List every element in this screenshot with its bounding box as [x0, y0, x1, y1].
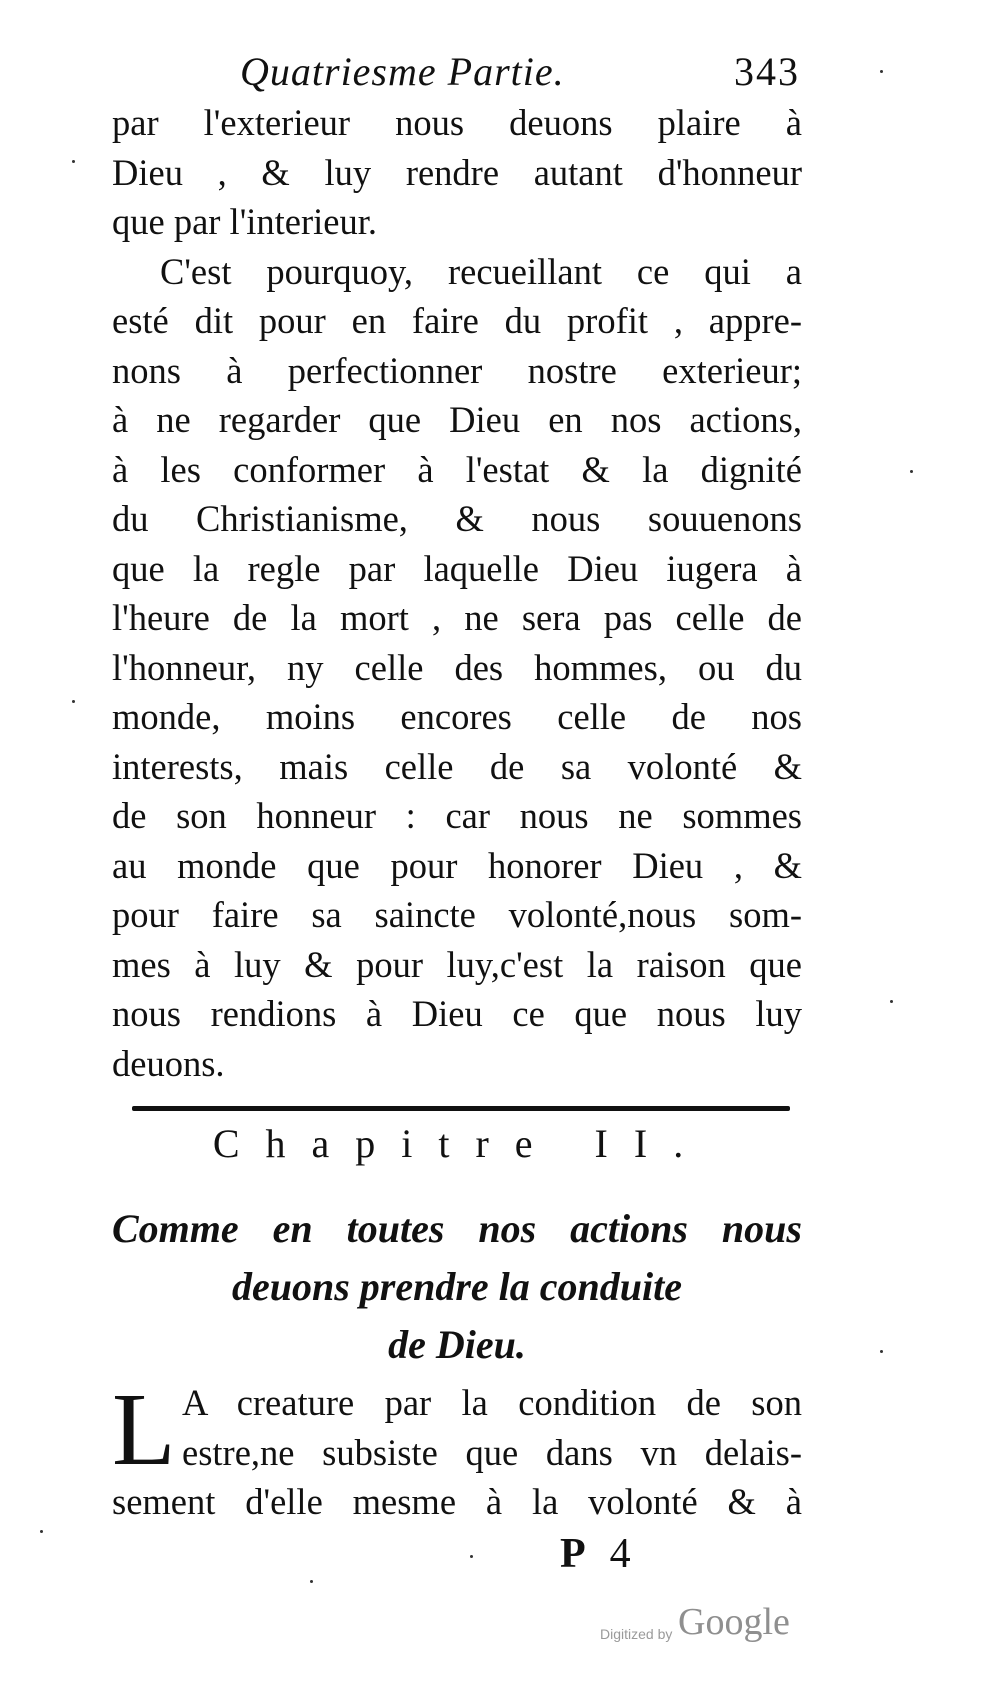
chapter-title-line: de Dieu. [388, 1322, 526, 1367]
text-line: l'heure de la mort , ne sera pas celle de [112, 597, 802, 638]
chapter-divider-rule [132, 1106, 790, 1111]
text-line: du Christianisme, & nous souuenons [112, 498, 802, 539]
chapter-title-line: Comme en toutes nos actions nous [112, 1206, 802, 1251]
text-line: que par l'interieur. [112, 201, 378, 242]
text-line: nous rendions à Dieu ce que nous luy [112, 993, 802, 1034]
opening-paragraph [112, 1372, 802, 1527]
text-line: au monde que pour honorer Dieu , & [112, 844, 802, 886]
page-header [240, 48, 800, 98]
text-line: A creature par la condition de son [182, 1382, 802, 1423]
text-line: monde, moins encores celle de nos [112, 696, 802, 737]
text-line: mes à luy & pour luy,c'est la raison que [112, 943, 802, 985]
scan-speck [910, 470, 913, 473]
page-number: 343 [734, 49, 800, 94]
watermark-small-text: Digitized by [600, 1626, 673, 1642]
text-line: esté dit pour en faire du profit , appre- [112, 300, 802, 341]
scan-speck [72, 700, 75, 703]
text-line: interests, mais celle de sa volonté & [112, 745, 802, 787]
text-line: estre,ne subsiste que dans vn delais- [182, 1431, 802, 1473]
chapter-title-line: deuons prendre la conduite [231, 1264, 683, 1309]
watermark-logo-text: Google [678, 1601, 790, 1643]
signature-number: 4 [609, 1531, 645, 1577]
text-line: l'honneur, ny celle des hommes, ou du [112, 646, 802, 688]
body-text [112, 98, 802, 1088]
signature-letter: P [560, 1531, 600, 1577]
scan-speck [880, 1350, 883, 1353]
running-title: Quatriesme Partie. [240, 49, 565, 94]
chapter-title [112, 1200, 802, 1374]
text-line: sement d'elle mesme à la volonté & à [112, 1481, 802, 1522]
scan-speck [880, 70, 883, 73]
scan-speck [310, 1580, 313, 1583]
text-line: pour faire sa saincte volonté,nous som- [112, 894, 802, 935]
scan-speck [890, 1000, 893, 1003]
scan-speck [470, 1555, 473, 1558]
text-line: nons à perfectionner nostre exterieur; [112, 349, 802, 391]
signature-mark [560, 1530, 645, 1578]
digitized-watermark [600, 1600, 830, 1650]
text-line: à ne regarder que Dieu en nos actions, [112, 399, 802, 440]
text-line: par l'exterieur nous deuons plaire à [112, 102, 802, 143]
text-line: Dieu , & luy rendre autant d'honneur [112, 151, 802, 193]
scan-speck [40, 1530, 43, 1533]
chapter-heading: Chapitre II. [212, 1121, 710, 1166]
scan-speck [72, 160, 75, 163]
text-line: que la regle par laquelle Dieu iugera à [112, 547, 802, 589]
text-line: à les conformer à l'estat & la dignité [112, 448, 802, 490]
text-line: deuons. [112, 1042, 225, 1084]
drop-cap: L [112, 1372, 176, 1487]
text-line: C'est pourquoy, recueillant ce qui a [160, 250, 802, 292]
text-line: de son honneur : car nous ne sommes [112, 795, 802, 836]
